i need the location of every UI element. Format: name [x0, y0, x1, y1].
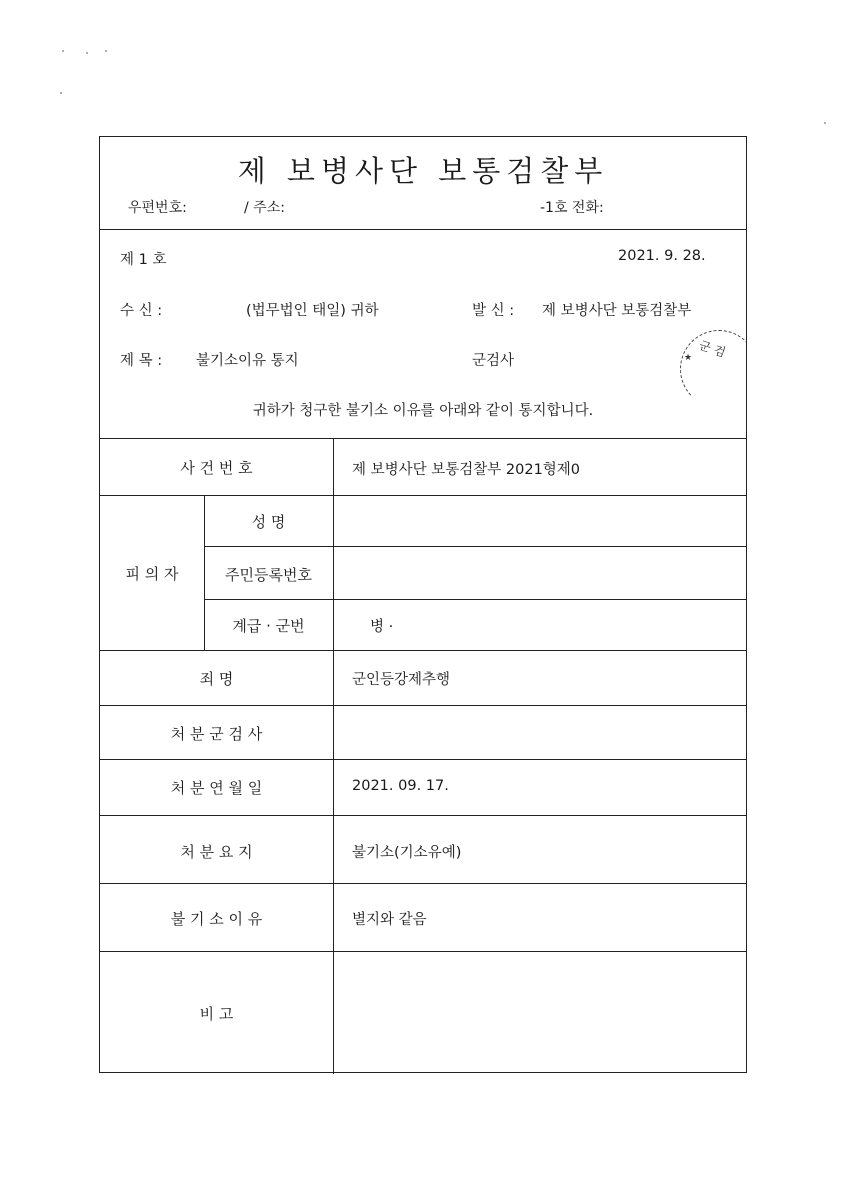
disposition-date-label: 처 분 연 월 일	[170, 779, 263, 797]
divider	[100, 438, 746, 439]
divider	[100, 495, 746, 496]
prosecutor-signature: 군검사	[472, 353, 515, 369]
official-seal	[680, 330, 758, 408]
notice-body: 귀하가 청구한 불기소 이유를 아래와 같이 통지합니다.	[252, 403, 594, 419]
scan-speck	[62, 50, 64, 52]
sender-value: 제 보병사단 보통검찰부	[542, 303, 692, 319]
suspect-label: 피 의 자	[125, 565, 179, 583]
disposition-prosecutor-label: 처 분 군 검 사	[170, 725, 263, 743]
divider	[100, 951, 746, 952]
office-title: 제 보병사단 보통검찰부	[237, 154, 609, 188]
charge-label: 죄 명	[199, 670, 234, 688]
scan-speck	[824, 122, 826, 124]
scan-speck	[60, 92, 62, 94]
postal-code-label: 우편번호:	[128, 200, 187, 216]
recipient-label: 수 신 :	[120, 303, 163, 319]
disposition-summary-label: 처 분 요 지	[180, 843, 253, 861]
subject-value: 불기소이유 통지	[196, 353, 299, 369]
notice-date: 2021. 9. 28.	[618, 248, 706, 264]
divider	[204, 599, 746, 600]
disposition-date-value: 2021. 09. 17.	[352, 778, 449, 794]
notice-form	[99, 136, 747, 1073]
subject-label: 제 목 :	[120, 353, 163, 369]
divider	[100, 650, 746, 651]
charge-value: 군인등강제추행	[352, 672, 451, 688]
seal-text: 군 검	[697, 338, 728, 360]
divider	[100, 705, 746, 706]
divider	[204, 546, 746, 547]
divider	[100, 229, 746, 230]
scan-speck	[105, 50, 107, 52]
divider	[100, 883, 746, 884]
case-number-label: 사 건 번 호	[180, 459, 253, 477]
address-label: / 주소:	[244, 200, 285, 216]
sender-label: 발 신 :	[472, 303, 515, 319]
phone-label: -1호 전화:	[540, 200, 604, 216]
reason-label: 불 기 소 이 유	[170, 910, 263, 928]
star-icon: ★	[684, 353, 693, 363]
disposition-summary-value: 불기소(기소유예)	[352, 845, 462, 861]
column-divider	[333, 438, 334, 1074]
name-label: 성 명	[251, 513, 286, 531]
divider	[100, 815, 746, 816]
divider	[100, 759, 746, 760]
recipient-value: (법무법인 태일) 귀하	[246, 303, 379, 319]
resident-id-label: 주민등록번호	[225, 566, 312, 584]
rank-label: 계급 · 군번	[232, 617, 305, 635]
rank-value: 병 ·	[370, 619, 394, 635]
document-number: 제 1 호	[120, 252, 167, 268]
reason-value: 별지와 같음	[352, 912, 427, 928]
remarks-label: 비 고	[199, 1005, 234, 1023]
scan-speck	[86, 52, 88, 54]
case-number-value: 제 보병사단 보통검찰부 2021형제0	[352, 462, 581, 478]
